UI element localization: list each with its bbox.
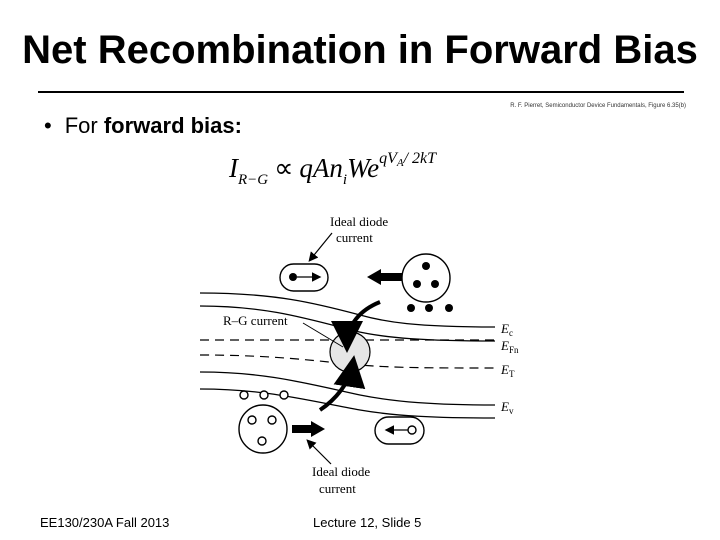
- band-label-et: [500, 362, 515, 379]
- eq-exponent: [379, 150, 436, 167]
- bold-arrow-right-bottom-shaft: [292, 425, 313, 433]
- band-label-ec: [500, 321, 513, 338]
- electron-dot: [431, 280, 439, 288]
- electron-dot: [407, 304, 415, 312]
- eq-exponent-base: qV: [379, 150, 397, 167]
- band-label-efn: [500, 338, 519, 355]
- eq-proportional-symbol: ∝: [274, 153, 294, 183]
- hole-dot: [258, 437, 266, 445]
- band-label-sub: c: [509, 328, 513, 338]
- hole-dot-bottom: [408, 426, 416, 434]
- leader-line-top: [310, 233, 332, 260]
- bullet-forward-bias: [44, 113, 242, 139]
- electron-dot: [422, 262, 430, 270]
- bold-arrow-left-top-shaft: [381, 273, 402, 281]
- electron-dot: [425, 304, 433, 312]
- eq-lhs-sub: R−G: [238, 172, 269, 188]
- eq-rhs: qAn: [299, 153, 343, 183]
- footer-slide-number: Lecture 12, Slide 5: [313, 515, 422, 530]
- label-ideal-diode-bottom: Ideal diode: [312, 464, 371, 479]
- band-label: E: [501, 399, 509, 414]
- label-current-top: current: [336, 230, 373, 245]
- eq-rhs2: We: [347, 153, 380, 183]
- band-label: E: [501, 338, 509, 353]
- figure-citation: R. F. Pierret, Semiconductor Device Fundamentals, Figure 6.35(b): [510, 103, 686, 109]
- band-diagram-figure: [195, 205, 525, 500]
- leader-line-bottom: [308, 441, 331, 464]
- hole-dot: [260, 391, 268, 399]
- label-ideal-diode-top: Ideal diode: [330, 214, 389, 229]
- slide-title: Net Recombination in Forward Bias: [22, 28, 698, 72]
- electron-dot: [413, 280, 421, 288]
- hole-dot: [240, 391, 248, 399]
- eq-exponent-sub: A: [396, 157, 404, 169]
- band-label-sub: v: [509, 406, 514, 416]
- eq-lhs: I: [229, 153, 238, 183]
- bullet-emphasis: forward bias:: [103, 113, 242, 138]
- band-label-ev: [500, 399, 514, 416]
- hole-dot: [248, 416, 256, 424]
- eq-exponent-tail: / 2kT: [403, 150, 437, 167]
- rg-center-circle: [330, 332, 370, 372]
- band-label-sub: T: [509, 369, 515, 379]
- hole-cluster-circle: [239, 405, 287, 453]
- band-label: E: [501, 321, 509, 336]
- label-rg-current: R–G current: [223, 313, 288, 328]
- hole-dot: [280, 391, 288, 399]
- electron-dot: [445, 304, 453, 312]
- band-label: E: [501, 362, 509, 377]
- bullet-marker: •: [44, 113, 52, 138]
- electron-dot-top: [289, 273, 297, 281]
- footer-course: EE130/230A Fall 2013: [40, 515, 170, 530]
- electron-cluster-circle: [402, 254, 450, 302]
- title-underline: [38, 91, 684, 93]
- band-label-sub: Fn: [509, 345, 519, 355]
- bullet-prefix: For: [64, 113, 104, 138]
- hole-dot: [268, 416, 276, 424]
- label-current-bottom: current: [319, 481, 356, 496]
- eq-rhs-sub: i: [342, 172, 348, 188]
- recombination-current-equation: [229, 150, 436, 189]
